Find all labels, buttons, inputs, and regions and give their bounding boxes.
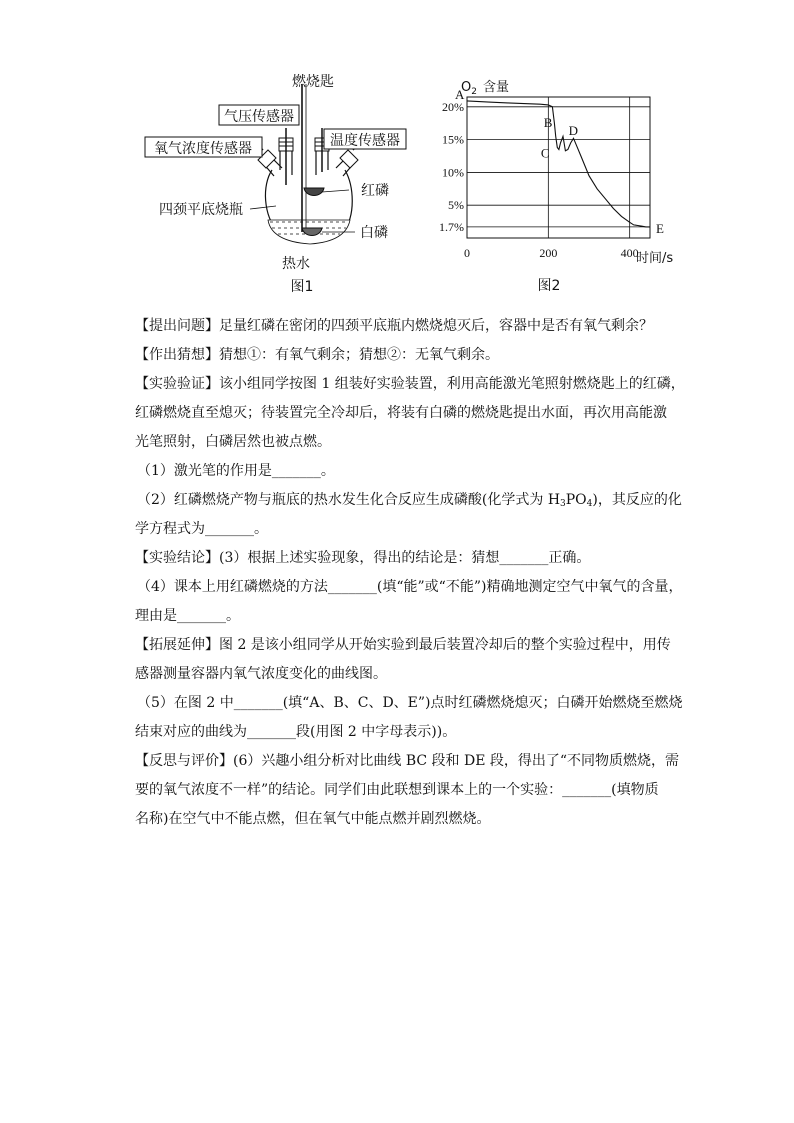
- chart-point-labels: [455, 87, 664, 236]
- label-flask: 四颈平底烧瓶: [159, 202, 243, 218]
- point-label-e: E: [656, 220, 664, 236]
- figure-1-apparatus: [140, 68, 420, 300]
- question-6-line-2: 要的氧气浓度不一样”的结论。同学们由此联想到课本上的一个实验：_______(填物质: [135, 782, 659, 798]
- point-label-a: A: [455, 86, 465, 102]
- para-experiment-1: 【实验验证】该小组同学按图 1 组装好实验装置，利用高能激光笔照射燃烧匙上的红磷，: [135, 376, 685, 392]
- question-6-line-3: 名称)在空气中不能点燃，但在氧气中能点燃并剧烈燃烧。: [135, 811, 491, 827]
- para-problem: 【提出问题】足量红磷在密闭的四颈平底瓶内燃烧熄灭后，容器中是否有氧气剩余？: [135, 318, 653, 334]
- question-5-line-2: 结束对应的曲线为_______段(用图 2 中字母表示))。: [135, 724, 457, 740]
- para-experiment-3: 光笔照射，白磷居然也被点燃。: [135, 434, 331, 450]
- y-tick-label: 20%: [442, 99, 464, 114]
- y-tick-label: 1.7%: [439, 219, 464, 234]
- q2-pre: （2）红磷燃烧产物与瓶底的热水发生化合反应生成磷酸(化学式为 H: [137, 492, 561, 508]
- question-2-line-2: 学方程式为_______。: [135, 521, 268, 537]
- q2-sub-1: 3: [560, 499, 566, 509]
- question-5-line-1: （5）在图 2 中_______(填“A、B、C、D、E”)点时红磷燃烧熄灭；白磷开始燃烧至燃烧: [137, 695, 683, 711]
- label-white-phosphorus: 白磷: [360, 225, 388, 241]
- y-axis-label-main: O: [461, 80, 472, 95]
- figure-1-caption: 图1: [290, 279, 314, 295]
- q2-mid: PO: [565, 492, 587, 508]
- question-1: （1）激光笔的作用是_______。: [137, 463, 335, 479]
- q2-sub-2: 4: [586, 499, 593, 509]
- q2-post: )，其反应的化: [592, 492, 682, 508]
- question-4-line-2: 理由是_______。: [135, 608, 240, 624]
- label-hot-water: 热水: [282, 256, 310, 272]
- chart-ticks: [439, 100, 639, 260]
- label-oxygen-sensor: 氧气浓度传感器: [154, 141, 252, 157]
- y-tick-label: 15%: [442, 132, 464, 147]
- point-label-b: B: [543, 115, 553, 131]
- question-2-line-1: [135, 490, 682, 510]
- y-tick-label: 5%: [448, 198, 464, 213]
- x-tick-label: 200: [539, 246, 558, 260]
- chart-series: [467, 101, 650, 227]
- x-axis-label: 时间/s: [636, 251, 674, 266]
- label-red-phosphorus: 红磷: [361, 183, 389, 199]
- figure-2-caption: 图2: [537, 278, 561, 294]
- question-text: [135, 316, 685, 829]
- y-axis-label-tail: 含量: [482, 80, 509, 95]
- x-tick-label: 0: [464, 246, 470, 260]
- para-extension-2: 感器测量容器内氧气浓度变化的曲线图。: [135, 666, 387, 682]
- x-tick-label: 400: [620, 246, 639, 260]
- y-axis-label: [461, 80, 509, 97]
- y-axis-label-sub: 2: [471, 87, 477, 97]
- para-extension-1: 【拓展延伸】图 2 是该小组同学从开始实验到最后装置冷却后的整个实验过程中，用传: [135, 637, 671, 653]
- label-pressure-sensor: 气压传感器: [224, 109, 294, 125]
- combustion-spoon: [302, 84, 324, 236]
- label-temp-sensor: 温度传感器: [330, 133, 400, 149]
- y-tick-label: 10%: [442, 165, 464, 180]
- para-hypothesis: 【作出猜想】猜想①：有氧气剩余；猜想②：无氧气剩余。: [135, 347, 499, 363]
- question-6-line-1: 【反思与评价】(6）兴趣小组分析对比曲线 BC 段和 DE 段，得出了“不同物质燃烧，需: [135, 753, 680, 769]
- label-spoon: 燃烧匙: [292, 74, 334, 90]
- question-4-line-1: （4）课本上用红磷燃烧的方法_______(填“能”或“不能”)精确地测定空气中氧气的含量，: [137, 579, 683, 595]
- oxygen-curve: [467, 101, 650, 227]
- point-label-d: D: [568, 123, 578, 139]
- point-label-c: C: [540, 145, 550, 161]
- question-3: 【实验结论】(3）根据上述实验现象，得出的结论是：猜想_______正确。: [135, 550, 591, 566]
- figure-2-chart: [430, 72, 690, 298]
- para-experiment-2: 红磷燃烧直至熄灭；待装置完全冷却后，将装有白磷的燃烧匙提出水面，再次用高能激: [135, 405, 667, 421]
